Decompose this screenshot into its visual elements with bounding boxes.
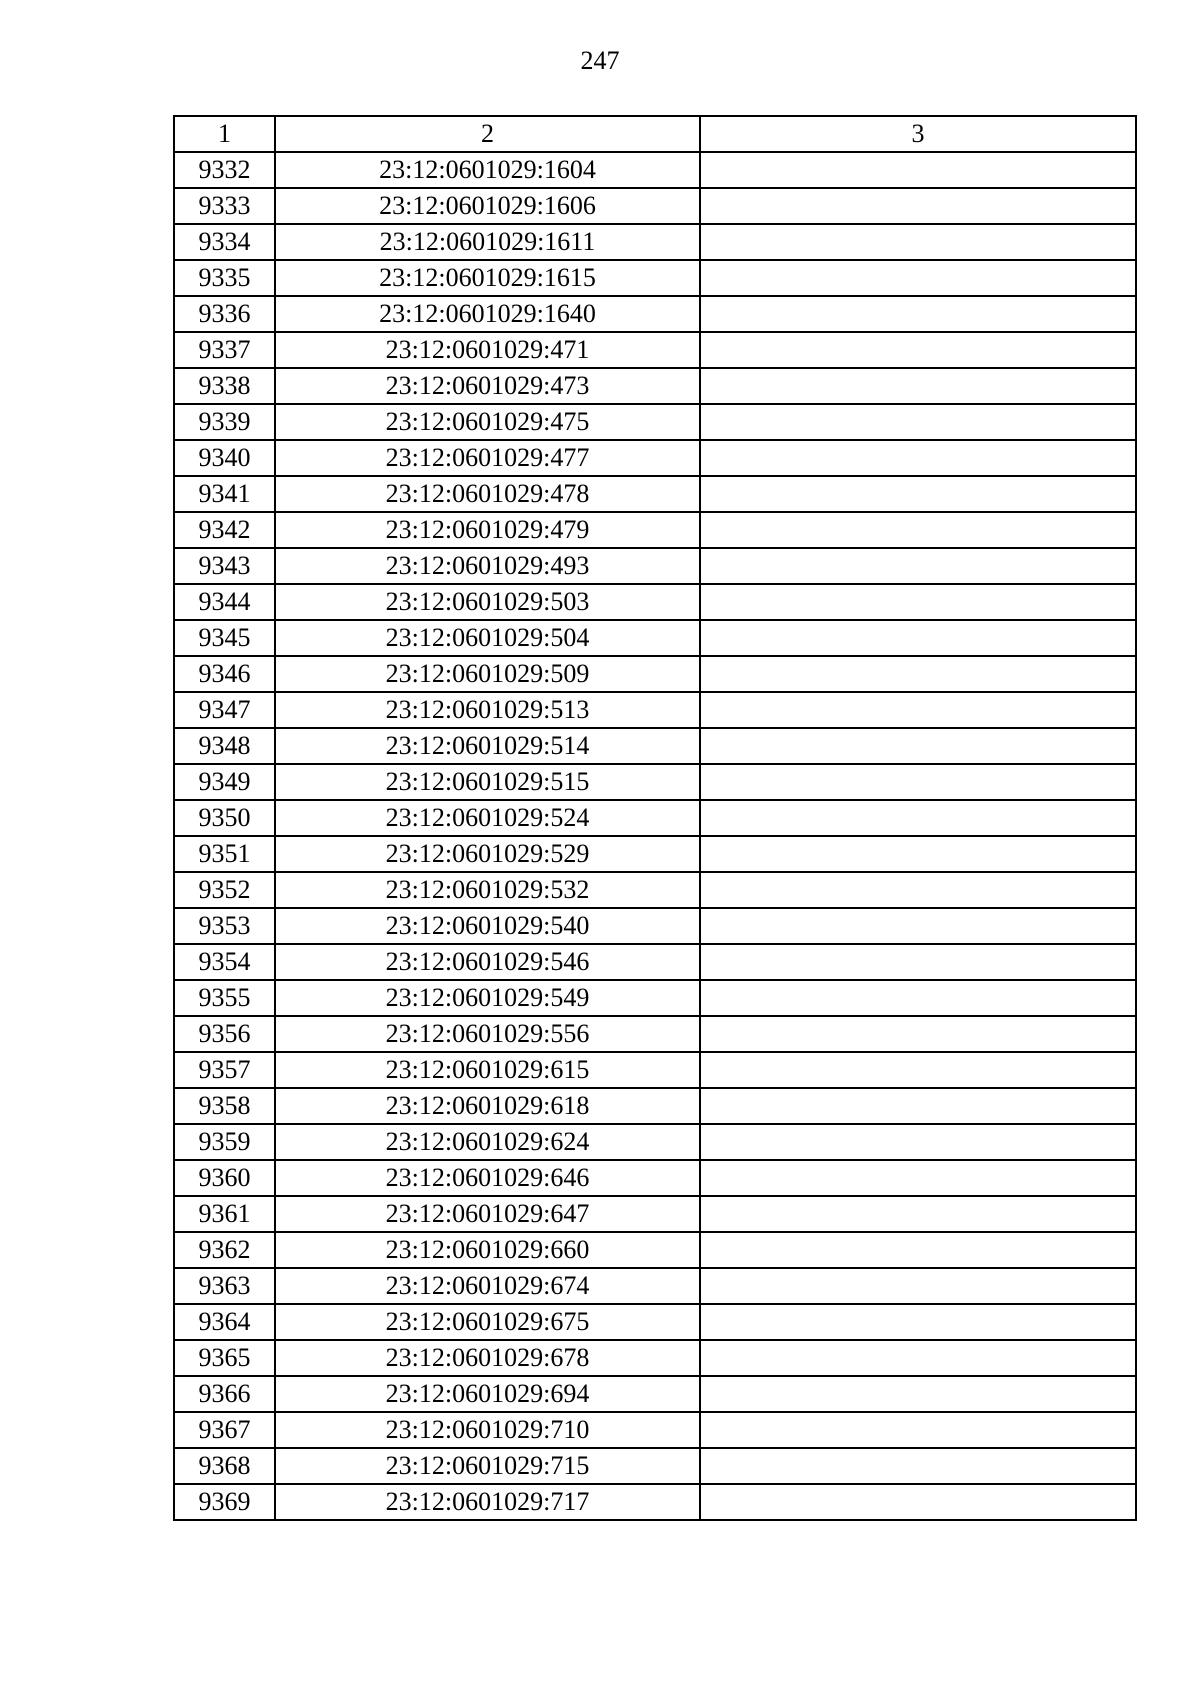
cadastral-number-cell: 23:12:0601029:717 <box>275 1484 700 1520</box>
cadastral-number-cell: 23:12:0601029:475 <box>275 404 700 440</box>
row-number-cell: 9336 <box>174 296 275 332</box>
cadastral-number-cell: 23:12:0601029:532 <box>275 872 700 908</box>
row-number-cell: 9362 <box>174 1232 275 1268</box>
table-row <box>174 1232 1136 1268</box>
row-number-cell: 9338 <box>174 368 275 404</box>
cadastral-number-cell: 23:12:0601029:529 <box>275 836 700 872</box>
table-row <box>174 440 1136 476</box>
cadastral-number-cell: 23:12:0601029:514 <box>275 728 700 764</box>
row-number-cell: 9348 <box>174 728 275 764</box>
row-number-cell: 9332 <box>174 152 275 188</box>
cadastral-number-cell: 23:12:0601029:1611 <box>275 224 700 260</box>
row-number-cell: 9356 <box>174 1016 275 1052</box>
notes-cell <box>700 872 1136 908</box>
notes-cell <box>700 512 1136 548</box>
table-row <box>174 692 1136 728</box>
row-number-cell: 9355 <box>174 980 275 1016</box>
notes-cell <box>700 1412 1136 1448</box>
cadastral-number-cell: 23:12:0601029:524 <box>275 800 700 836</box>
row-number-cell: 9341 <box>174 476 275 512</box>
table-row <box>174 368 1136 404</box>
table-row <box>174 944 1136 980</box>
cadastral-number-cell: 23:12:0601029:1615 <box>275 260 700 296</box>
table-row <box>174 548 1136 584</box>
notes-cell <box>700 440 1136 476</box>
cadastral-number-cell: 23:12:0601029:473 <box>275 368 700 404</box>
notes-cell <box>700 728 1136 764</box>
table-row <box>174 1484 1136 1520</box>
notes-cell <box>700 1160 1136 1196</box>
notes-cell <box>700 1232 1136 1268</box>
cadastral-number-cell: 23:12:0601029:503 <box>275 584 700 620</box>
table-row <box>174 1016 1136 1052</box>
cadastral-number-cell: 23:12:0601029:674 <box>275 1268 700 1304</box>
notes-cell <box>700 620 1136 656</box>
row-number-cell: 9364 <box>174 1304 275 1340</box>
row-number-cell: 9358 <box>174 1088 275 1124</box>
table-row <box>174 1304 1136 1340</box>
notes-cell <box>700 1304 1136 1340</box>
cadastral-number-cell: 23:12:0601029:1604 <box>275 152 700 188</box>
notes-cell <box>700 1088 1136 1124</box>
row-number-cell: 9365 <box>174 1340 275 1376</box>
table-row <box>174 1448 1136 1484</box>
notes-cell <box>700 584 1136 620</box>
table-row <box>174 1088 1136 1124</box>
row-number-cell: 9363 <box>174 1268 275 1304</box>
notes-cell <box>700 296 1136 332</box>
notes-cell <box>700 260 1136 296</box>
row-number-cell: 9357 <box>174 1052 275 1088</box>
notes-cell <box>700 656 1136 692</box>
notes-cell <box>700 836 1136 872</box>
notes-cell <box>700 692 1136 728</box>
row-number-cell: 9359 <box>174 1124 275 1160</box>
row-number-cell: 9354 <box>174 944 275 980</box>
notes-cell <box>700 908 1136 944</box>
table-row <box>174 1376 1136 1412</box>
table-header-row <box>174 116 1136 152</box>
notes-cell <box>700 800 1136 836</box>
cadastral-number-cell: 23:12:0601029:715 <box>275 1448 700 1484</box>
cadastral-number-cell: 23:12:0601029:556 <box>275 1016 700 1052</box>
notes-cell <box>700 368 1136 404</box>
row-number-cell: 9361 <box>174 1196 275 1232</box>
row-number-cell: 9360 <box>174 1160 275 1196</box>
table-row <box>174 476 1136 512</box>
notes-cell <box>700 152 1136 188</box>
cadastral-number-cell: 23:12:0601029:479 <box>275 512 700 548</box>
row-number-cell: 9350 <box>174 800 275 836</box>
table-row <box>174 1052 1136 1088</box>
row-number-cell: 9353 <box>174 908 275 944</box>
row-number-cell: 9344 <box>174 584 275 620</box>
cadastral-number-cell: 23:12:0601029:478 <box>275 476 700 512</box>
notes-cell <box>700 1124 1136 1160</box>
row-number-cell: 9340 <box>174 440 275 476</box>
cadastral-number-cell: 23:12:0601029:504 <box>275 620 700 656</box>
table-row <box>174 728 1136 764</box>
notes-cell <box>700 332 1136 368</box>
cadastral-number-cell: 23:12:0601029:678 <box>275 1340 700 1376</box>
cadastral-number-cell: 23:12:0601029:1640 <box>275 296 700 332</box>
table-row <box>174 656 1136 692</box>
table-row <box>174 512 1136 548</box>
notes-cell <box>700 980 1136 1016</box>
row-number-cell: 9366 <box>174 1376 275 1412</box>
cadastral-number-cell: 23:12:0601029:515 <box>275 764 700 800</box>
cadastral-table <box>173 115 1137 1521</box>
table-row <box>174 764 1136 800</box>
cadastral-number-cell: 23:12:0601029:618 <box>275 1088 700 1124</box>
row-number-cell: 9342 <box>174 512 275 548</box>
notes-cell <box>700 1196 1136 1232</box>
table-row <box>174 800 1136 836</box>
notes-cell <box>700 1016 1136 1052</box>
notes-cell <box>700 224 1136 260</box>
row-number-cell: 9339 <box>174 404 275 440</box>
row-number-cell: 9367 <box>174 1412 275 1448</box>
row-number-cell: 9368 <box>174 1448 275 1484</box>
notes-cell <box>700 1052 1136 1088</box>
notes-cell <box>700 188 1136 224</box>
table-row <box>174 188 1136 224</box>
cadastral-number-cell: 23:12:0601029:710 <box>275 1412 700 1448</box>
table-row <box>174 836 1136 872</box>
row-number-cell: 9335 <box>174 260 275 296</box>
notes-cell <box>700 1268 1136 1304</box>
table-row <box>174 584 1136 620</box>
table-row <box>174 296 1136 332</box>
notes-cell <box>700 548 1136 584</box>
notes-cell <box>700 1376 1136 1412</box>
cadastral-number-cell: 23:12:0601029:615 <box>275 1052 700 1088</box>
cadastral-number-cell: 23:12:0601029:549 <box>275 980 700 1016</box>
row-number-cell: 9333 <box>174 188 275 224</box>
notes-cell <box>700 944 1136 980</box>
cadastral-number-cell: 23:12:0601029:660 <box>275 1232 700 1268</box>
row-number-cell: 9349 <box>174 764 275 800</box>
cadastral-number-cell: 23:12:0601029:647 <box>275 1196 700 1232</box>
row-number-cell: 9346 <box>174 656 275 692</box>
cadastral-number-cell: 23:12:0601029:471 <box>275 332 700 368</box>
table-row <box>174 152 1136 188</box>
cadastral-number-cell: 23:12:0601029:477 <box>275 440 700 476</box>
table-row <box>174 1196 1136 1232</box>
row-number-cell: 9337 <box>174 332 275 368</box>
row-number-cell: 9345 <box>174 620 275 656</box>
cadastral-number-cell: 23:12:0601029:540 <box>275 908 700 944</box>
table-body <box>174 152 1136 1520</box>
cadastral-number-cell: 23:12:0601029:694 <box>275 1376 700 1412</box>
table-row <box>174 260 1136 296</box>
cadastral-number-cell: 23:12:0601029:646 <box>275 1160 700 1196</box>
table-row <box>174 620 1136 656</box>
row-number-cell: 9352 <box>174 872 275 908</box>
cadastral-number-cell: 23:12:0601029:513 <box>275 692 700 728</box>
table-row <box>174 908 1136 944</box>
table-row <box>174 980 1136 1016</box>
cadastral-number-cell: 23:12:0601029:1606 <box>275 188 700 224</box>
table-row <box>174 1160 1136 1196</box>
cadastral-number-cell: 23:12:0601029:509 <box>275 656 700 692</box>
notes-cell <box>700 1340 1136 1376</box>
table-row <box>174 1124 1136 1160</box>
row-number-cell: 9347 <box>174 692 275 728</box>
notes-cell <box>700 1484 1136 1520</box>
row-number-cell: 9369 <box>174 1484 275 1520</box>
notes-cell <box>700 1448 1136 1484</box>
cadastral-number-cell: 23:12:0601029:493 <box>275 548 700 584</box>
cadastral-number-cell: 23:12:0601029:675 <box>275 1304 700 1340</box>
table-row <box>174 332 1136 368</box>
table-row <box>174 404 1136 440</box>
column-header-1: 1 <box>174 116 275 152</box>
row-number-cell: 9334 <box>174 224 275 260</box>
table-row <box>174 224 1136 260</box>
column-header-2: 2 <box>275 116 700 152</box>
page-number: 247 <box>580 46 620 75</box>
row-number-cell: 9343 <box>174 548 275 584</box>
cadastral-number-cell: 23:12:0601029:546 <box>275 944 700 980</box>
table-row <box>174 1340 1136 1376</box>
table-row <box>174 872 1136 908</box>
table-row <box>174 1412 1136 1448</box>
row-number-cell: 9351 <box>174 836 275 872</box>
notes-cell <box>700 476 1136 512</box>
cadastral-number-cell: 23:12:0601029:624 <box>275 1124 700 1160</box>
column-header-3: 3 <box>700 116 1136 152</box>
notes-cell <box>700 404 1136 440</box>
notes-cell <box>700 764 1136 800</box>
table-row <box>174 1268 1136 1304</box>
